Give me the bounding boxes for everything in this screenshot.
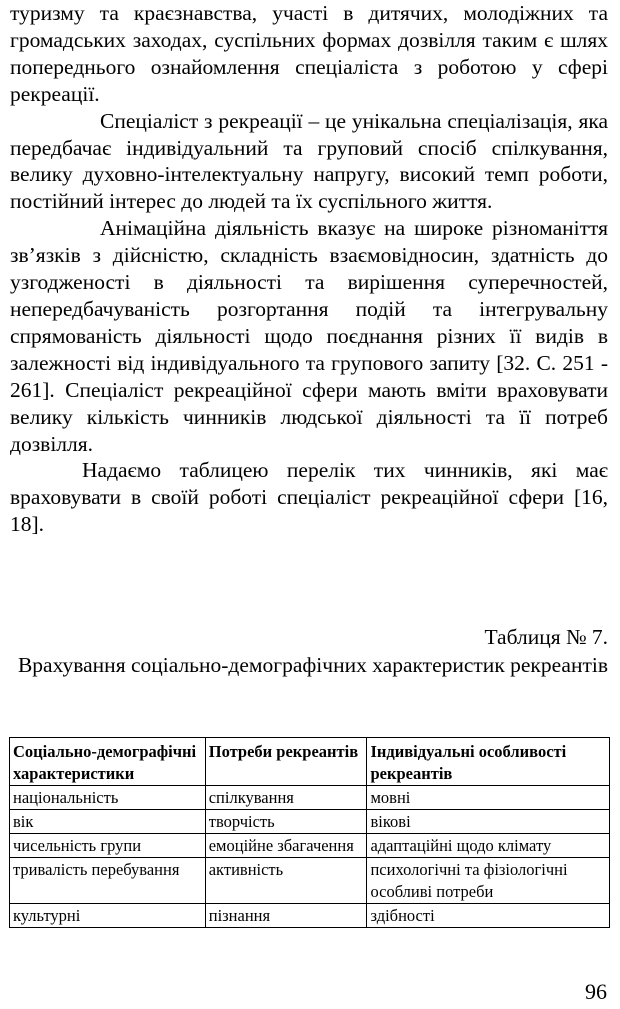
table-cell: вікові	[367, 810, 610, 834]
table-title: Врахування соціально-демографічних характеристик рекреантів	[17, 653, 608, 677]
table-cell: спілкування	[205, 786, 367, 810]
table-number: Таблиця № 7.	[484, 625, 608, 649]
page-number: 96	[585, 979, 607, 1004]
table-cell: культурні	[10, 904, 206, 928]
table-row	[10, 858, 610, 904]
header-needs: Потреби рекреантів	[205, 738, 367, 786]
paragraph-recreation-specialist: Спеціаліст з рекреації – це унікальна спеціалізація, яка передбачає індивідуальний та груповий спосіб спілкування, велику духовно-інтелектуальну напругу, високий темп роботи, постійний інтерес до людей та їх суспільного життя.	[10, 108, 608, 214]
table-cell: вік	[10, 810, 206, 834]
table-cell: творчість	[205, 810, 367, 834]
table-row	[10, 834, 610, 858]
table-cell: мовні	[367, 786, 610, 810]
paragraph-table-intro: Надаємо таблицею перелік тих чинників, які має враховувати в своїй роботі спеціаліст рекреаційної сфери [16, 18].	[10, 458, 608, 537]
table-cell: здібності	[367, 904, 610, 928]
table-cell: чисельність групи	[10, 834, 206, 858]
table-cell: емоційне збагачення	[205, 834, 367, 858]
body-text	[10, 0, 608, 538]
table-cell: адаптаційні щодо клімату	[367, 834, 610, 858]
header-individual-features: Індивідуальні особливості рекреантів	[367, 738, 610, 786]
table-cell: тривалість перебування	[10, 858, 206, 904]
table-row	[10, 904, 610, 928]
paragraph-animation-activity: Анімаційна діяльність вказує на широке різноманіття зв’язків з дійсністю, складність взаємовідносин, здатність до узгодженості в діяльності та вирішення суперечностей, непередбачуваність розгортання подій та інтегрувальну спрямованість діяльності щодо поєднання різних її видів в залежності від індивідуального та групового запиту [32. С. 251 - 261]. Спеціаліст рекреаційної сфери мають вміти враховувати велику кількість чинників людської діяльності та її потреб дозвілля.	[10, 216, 608, 456]
table-cell: пізнання	[205, 904, 367, 928]
table-cell: активність	[205, 858, 367, 904]
table-header-row	[10, 738, 610, 786]
table-cell: психологічні та фізіологічні особливі потреби	[367, 858, 610, 904]
paragraph-continued: туризму та краєзнавства, участі в дитячих, молодіжних та громадських заходах, суспільних формах дозвілля таким є шлях попереднього ознайомлення спеціаліста з роботою у сфері рекреації.	[10, 1, 608, 106]
characteristics-table	[9, 737, 610, 928]
table-cell: національність	[10, 786, 206, 810]
table-row	[10, 786, 610, 810]
header-socio-demographic: Соціально-демографічні характеристики	[10, 738, 206, 786]
table-row	[10, 810, 610, 834]
